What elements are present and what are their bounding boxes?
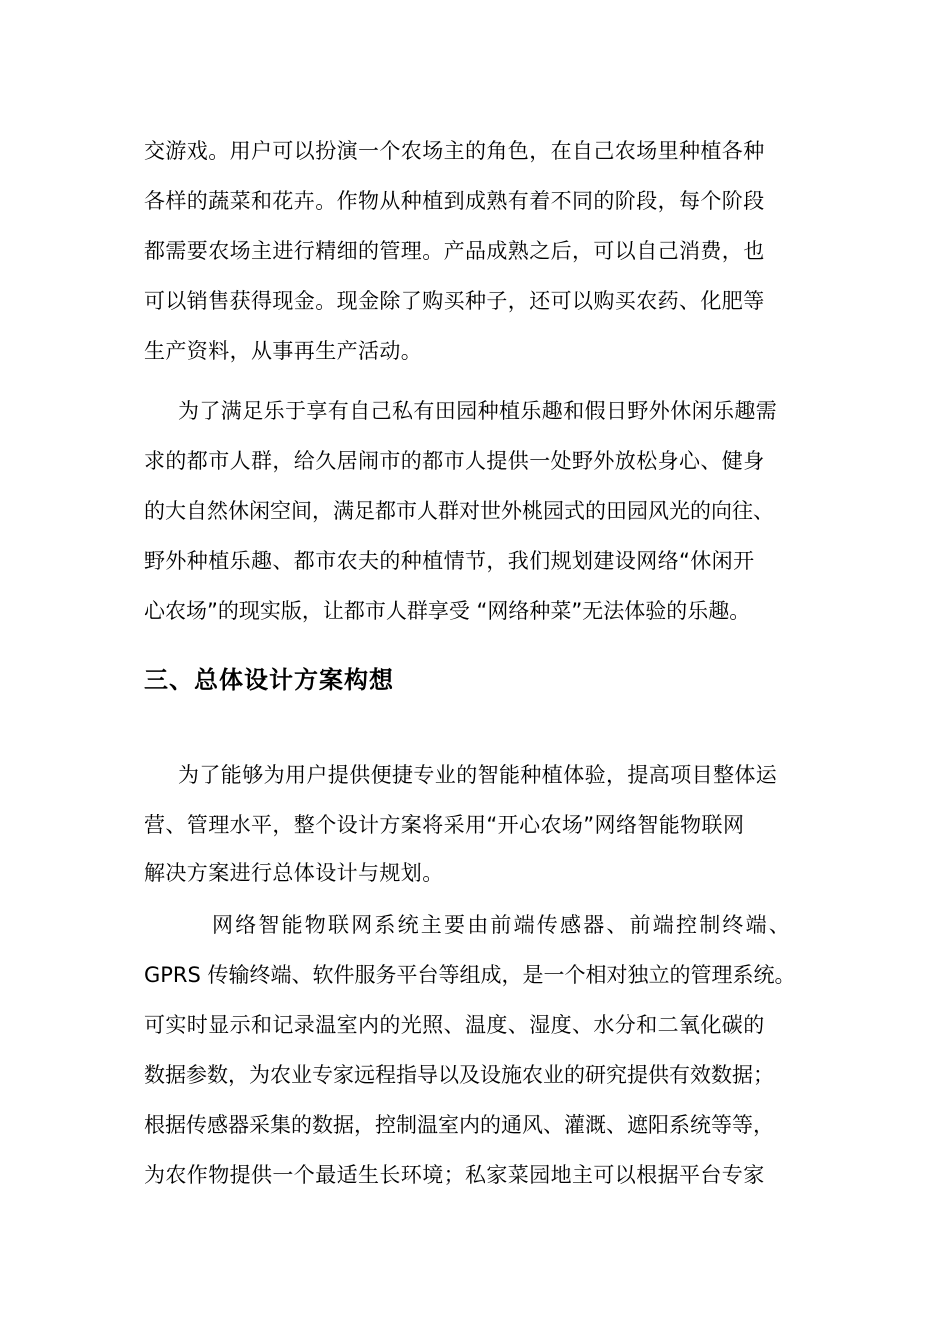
- paragraph-2-line-5: 心农场”的现实版，让都市人群享受 “网络种菜”无法体验的乐趣。: [144, 599, 751, 623]
- paragraph-1-line-3: 都需要农场主进行精细的管理。产品成熟之后，可以自己消费，也: [144, 239, 765, 263]
- paragraph-3-line-2: 营、管理水平，整个设计方案将采用“开心农场”网络智能物联网: [144, 813, 745, 837]
- paragraph-3-line-3: 解决方案进行总体设计与规划。: [144, 861, 444, 885]
- paragraph-4-line-3: 可实时显示和记录温室内的光照、温度、湿度、水分和二氧化碳的: [144, 1013, 765, 1037]
- paragraph-2-line-1: 为了满足乐于享有自己私有田园种植乐趣和假日野外休闲乐趣需: [178, 399, 778, 423]
- paragraph-4-line-2: GPRS 传输终端、软件服务平台等组成，是一个相对独立的管理系统。: [144, 963, 796, 987]
- paragraph-4-line-6: 为农作物提供一个最适生长环境；私家菜园地主可以根据平台专家: [144, 1163, 765, 1187]
- paragraph-1-line-5: 生产资料，从事再生产活动。: [144, 339, 423, 363]
- paragraph-3-line-1: 为了能够为用户提供便捷专业的智能种植体验，提高项目整体运: [178, 763, 778, 787]
- paragraph-4-line-1: 网络智能物联网系统主要由前端传感器、前端控制终端、: [212, 913, 792, 937]
- paragraph-1-line-2: 各样的蔬菜和花卉。作物从种植到成熟有着不同的阶段，每个阶段: [144, 189, 765, 213]
- paragraph-2-line-4: 野外种植乐趣、都市农夫的种植情节，我们规划建设网络“休闲开: [144, 549, 755, 573]
- paragraph-2-line-2: 求的都市人群，给久居闹市的都市人提供一处野外放松身心、健身: [144, 449, 765, 473]
- paragraph-4-line-5: 根据传感器采集的数据，控制温室内的通风、灌溉、遮阳系统等等，: [144, 1113, 774, 1137]
- section-heading: 三、总体设计方案构想: [144, 666, 394, 694]
- paragraph-1-line-1: 交游戏。用户可以扮演一个农场主的角色，在自己农场里种植各种: [144, 139, 765, 163]
- paragraph-4-line-4: 数据参数，为农业专家远程指导以及设施农业的研究提供有效数据；: [144, 1063, 774, 1087]
- paragraph-2-line-3: 的大自然休闲空间，满足都市人群对世外桃园式的田园风光的向往、: [144, 499, 774, 523]
- paragraph-1-line-4: 可以销售获得现金。现金除了购买种子，还可以购买农药、化肥等: [144, 289, 765, 313]
